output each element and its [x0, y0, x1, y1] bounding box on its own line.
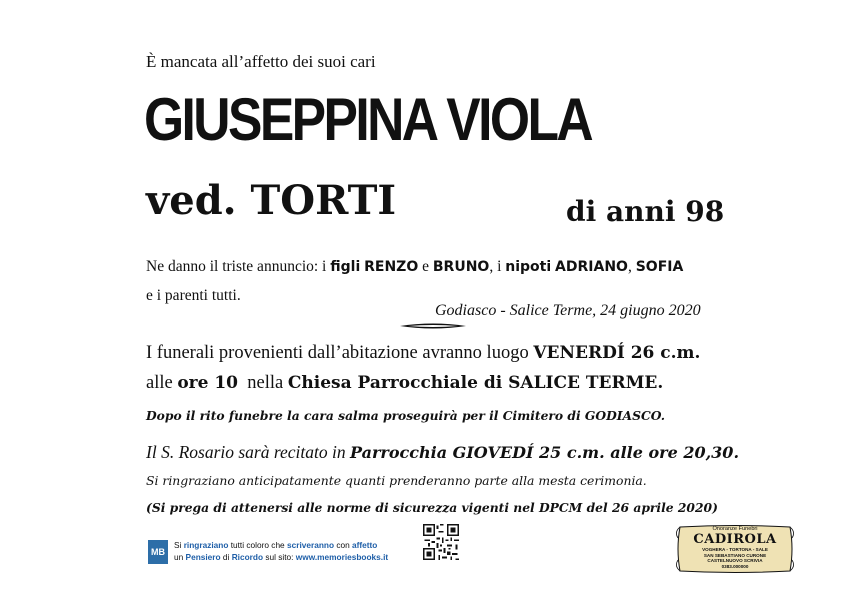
funeral-text: I funerali provenienti dall’abitazione avranno luogo [146, 343, 534, 363]
stamp-details [686, 547, 784, 569]
grandchild-name: ADRIANO [555, 259, 628, 275]
text: di [220, 552, 232, 562]
stamp-line: CASTELNUOVO SCRIVIA [707, 558, 763, 564]
text: affetto [352, 540, 378, 550]
memoriesbooks-logo: MB [148, 540, 168, 564]
text: sul sito: [263, 552, 296, 562]
text: ringraziano [183, 540, 229, 550]
qr-code[interactable] [423, 524, 459, 560]
funeral-time: ore 10 [177, 373, 239, 393]
rite-line: Dopo il rito funebre la cara salma proseguirà per il Cimitero di GODIASCO. [146, 408, 666, 423]
rosary-details: Parrocchia GIOVEDÍ 25 c.m. alle ore 20,30. [350, 443, 740, 462]
funeral-line-1 [146, 343, 700, 364]
stamp-name: CADIROLA [693, 532, 777, 547]
separator: , i [489, 258, 506, 275]
text: con [334, 540, 353, 550]
place-date: Godiasco - Salice Terme, 24 giugno 2020 [435, 302, 701, 319]
separator: , [627, 258, 636, 275]
text: un [174, 552, 186, 562]
text: Ricordo [231, 552, 264, 562]
thanks-line: Si ringraziano anticipatamente quanti prenderanno parte alla mesta cerimonia. [146, 473, 647, 488]
grandchild-name: SOFIA [635, 259, 684, 275]
stamp-line: VOGHERA - TORTONA - SALE [702, 547, 768, 552]
funeral-church: Chiesa Parrocchiale di SALICE TERME. [287, 373, 664, 393]
safety-line: (Si prega di attenersi alle norme di sicurezza vigenti nel DPCM del 26 aprile 2020) [146, 500, 718, 515]
label-grandchildren: nipoti [505, 259, 552, 275]
text: tutti coloro che [228, 540, 287, 550]
stamp-line: SAN SEBASTIANO CURONE [703, 552, 767, 558]
label-children: figli [330, 259, 361, 275]
rosary-text: Il S. Rosario sarà recitato in [146, 442, 351, 462]
conjunction: e [418, 258, 433, 275]
deceased-name: GIUSEPPINA VIOLA [144, 86, 592, 153]
text: Pensiero [185, 552, 221, 562]
rosary-line [146, 442, 739, 463]
age: di anni 98 [566, 195, 725, 228]
stamp-title: Onoranze Funebri [712, 526, 758, 532]
intro-line: È mancata all’affetto dei suoi cari [146, 52, 376, 71]
text: scriveranno [286, 540, 335, 550]
memoriesbooks-line-1 [174, 539, 388, 551]
ornament-divider [398, 318, 468, 334]
text: Si [174, 540, 184, 550]
child-name: BRUNO [432, 259, 490, 275]
announcement-line-2: e i parenti tutti. [146, 287, 241, 304]
memoriesbooks-line-2 [174, 551, 388, 563]
child-name: RENZO [364, 259, 419, 275]
funeral-text: nella [238, 373, 288, 393]
stamp-line: 0383.000000 [721, 563, 749, 569]
memoriesbooks-link[interactable]: www.memoriesbooks.it [295, 552, 389, 562]
funeral-date: VENERDÍ 26 c.m. [533, 343, 701, 363]
memoriesbooks-text [174, 539, 388, 563]
announcement-line-1 [146, 258, 683, 276]
announcement-text: Ne danno il triste annuncio: i [146, 258, 331, 275]
funeral-line-2 [146, 373, 663, 394]
funeral-text: alle [146, 373, 178, 393]
widow-surname: ved. TORTI [146, 177, 397, 224]
